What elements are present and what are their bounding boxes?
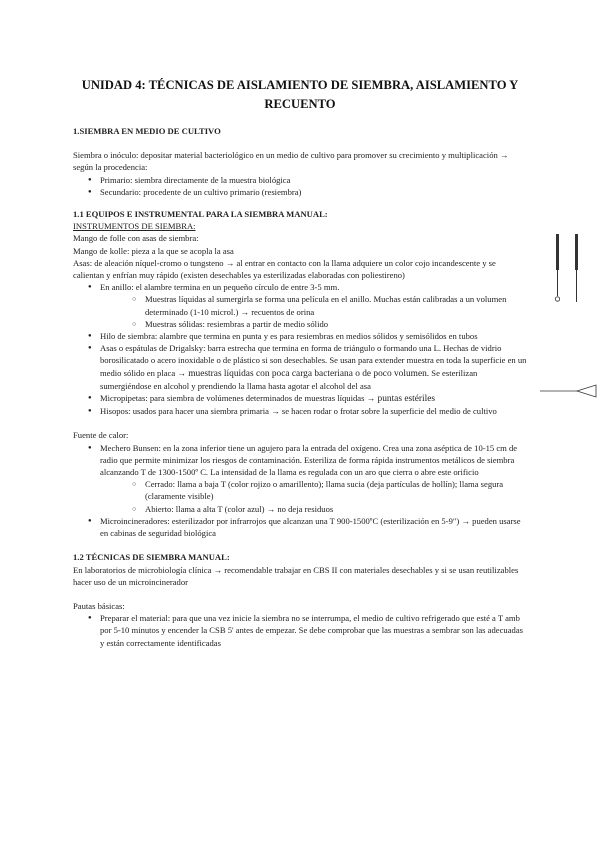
list-item: ● Hilo de siembra: alambre que termina en punta y es para resiembras en medios sólidos y semisólidos en tubos xyxy=(73,330,528,342)
text-span: Se esterilizan sumergiéndose en alcohol y prendiendo la llama hasta agotar el alcohol del asa xyxy=(100,367,478,391)
list-item: ● Preparar el material: para que una vez inicie la siembra no se interrumpa, el medio de cultivo refrigerado que esté a T amb por 5-10 minutos y encender la CSB 5' antes de empezar. Se debe comprobar que las muestras a sembrar son las adecuadas y están correctamente identificadas xyxy=(73,612,528,649)
guidelines-list xyxy=(73,612,528,649)
instruments-list xyxy=(73,281,528,417)
list-item: ● Secundario: procedente de un cultivo primario (resiembra) xyxy=(73,186,528,198)
list-item: ● Mechero Bunsen: en la zona inferior tiene un agujero para la entrada del oxígeno. Crea una zona aséptica de 10-15 cm de radio que permite minimizar los riesgos de contaminación. Esteriliza de forma rápida instrumentos metálicos de siembra alcanzando T de 1300-1500º C. La intensidad de la llama es regulada con un aro que cierra o abre este orificio xyxy=(73,442,528,479)
list-subitem: ○ Muestras sólidas: resiembras a partir de medio sólido xyxy=(73,318,528,330)
list-item: ● Primario: siembra directamente de la muestra biológica xyxy=(73,174,528,186)
section-1-2-intro: En laboratorios de microbiología clínica → recomendable trabajar en CBS II con materiales desechables y si se usan reutilizables hacer uso de un microincinerador xyxy=(73,564,519,587)
text-line: Mango de folle con asas de siembra: xyxy=(73,233,199,244)
section-1-2-heading: 1.2 TÉCNICAS DE SIEMBRA MANUAL: xyxy=(73,552,230,563)
section-1-intro: Siembra o inóculo: depositar material bacteriológico en un medio de cultivo para promover su crecimiento y multiplicación → según la procedencia: xyxy=(73,150,509,173)
text-span: Asas o espátulas de Drigalsky: barra estrecha que termina en forma de triángulo o formando una L. Hechas de vidrio borosilicatado o acero inoxidable o de plástico si son desechables. Se usan para extender muestra en toda la superficie en un medio sólido en placa → xyxy=(100,343,527,378)
heat-source-label: Fuente de calor: xyxy=(73,430,129,441)
list-subitem: ○ Muestras líquidas al sumergirla se forma una película en el anillo. Muchas están calibradas a un volumen determinado (1-10 microl.) → recuentos de orina xyxy=(73,293,528,317)
list-subitem: ○ Abierto: llama a alta T (color azul) → no deja residuos xyxy=(73,503,528,515)
text-line: Asas: de aleación níquel-cromo o tungsteno → al entrar en contacto con la llama adquiere un color cojo incandescente y se calientan y enfrían muy rápido (existen desechables ya esterilizadas elaboradas con poliestireno) xyxy=(73,257,496,281)
subsection-heading: INSTRUMENTOS DE SIEMBRA: xyxy=(73,221,196,232)
loop-handle-2-icon xyxy=(575,234,578,302)
section-1-heading: 1.SIEMBRA EN MEDIO DE CULTIVO xyxy=(73,126,221,136)
text-line: Mango de kolle: pieza a la que se acopla la asa xyxy=(73,245,234,256)
page-title: UNIDAD 4: TÉCNICAS DE AISLAMIENTO DE SIEMBRA, AISLAMIENTO Y RECUENTO xyxy=(81,78,519,111)
inoculation-tools-illustration xyxy=(540,228,600,408)
list-item xyxy=(73,392,528,405)
heat-source-list xyxy=(73,442,528,540)
document-body xyxy=(73,125,528,649)
section-1-list xyxy=(73,174,528,198)
section-1-1-heading: 1.1 EQUIPOS E INSTRUMENTAL PARA LA SIEMBRA MANUAL: xyxy=(73,209,328,220)
highlight-text: puntas estériles xyxy=(375,394,436,405)
highlight-text: muestras líquidas con poca carga bacteriana o de poco volumen. xyxy=(185,368,430,379)
list-item xyxy=(73,342,528,392)
text-span: Micropipetas: para siembra de volúmenes determinados de muestras líquidas → xyxy=(100,393,376,404)
list-subitem: ○ Cerrado: llama a baja T (color rojizo o amarillento); llama sucia (deja partículas de hollín); llama segura (claramente visible) xyxy=(73,478,528,502)
guidelines-label: Pautas básicas: xyxy=(73,600,125,611)
drigalsky-spreader-icon xyxy=(540,385,596,397)
list-item: ● Hisopos: usados para hacer una siembra primaria → se hacen rodar o frotar sobre la superficie del medio de cultivo xyxy=(73,405,528,417)
list-item: ● En anillo: el alambre termina en un pequeño círculo de entre 3-5 mm. xyxy=(73,281,528,293)
list-item: ● Microincineradores: esterilizador por infrarrojos que alcanzan una T 900-1500ºC (esterilización en 5-9") → pueden usarse en cabinas de seguridad biológica xyxy=(73,515,528,539)
loop-handle-1-icon xyxy=(555,234,559,301)
